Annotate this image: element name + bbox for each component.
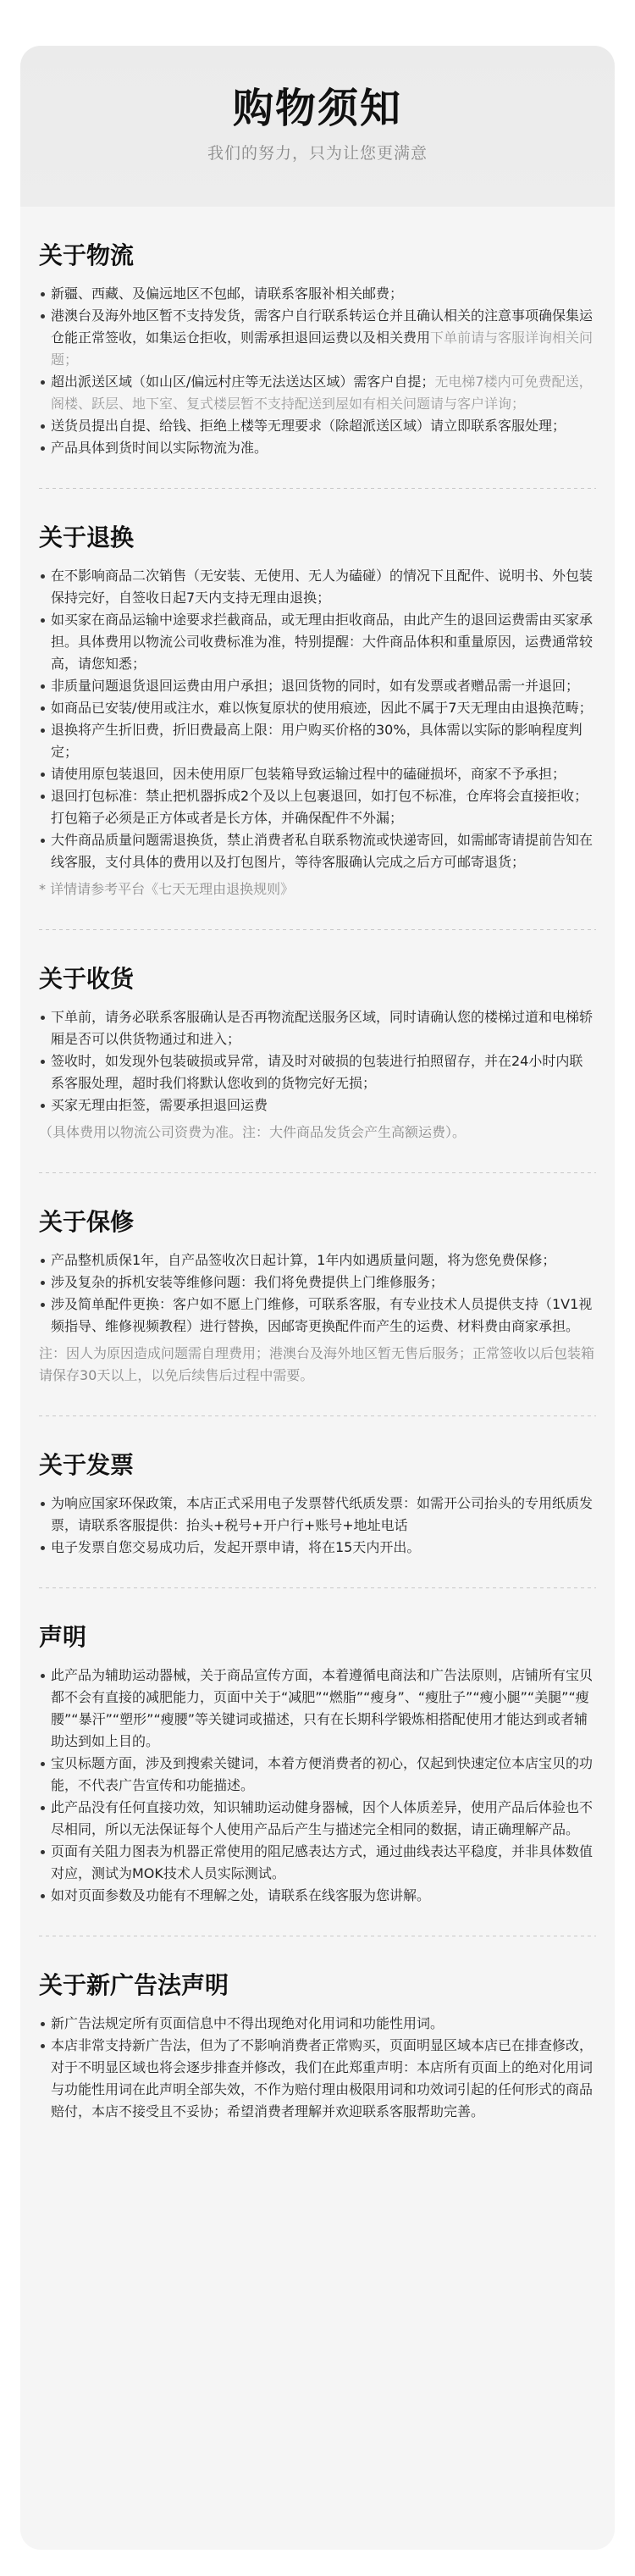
- bullet-item: [39, 675, 596, 697]
- bullet-text: 产品整机质保1年，自产品签收次日起计算，1年内如遇质量问题，将为您免费保修；: [51, 1252, 556, 1268]
- section-title: 关于新广告法声明: [39, 1971, 229, 1999]
- bullet-text: 涉及简单配件更换：客户如不愿上门维修，可联系客服，有专业技术人员提供支持（1V1视频指导、维修视频教程）进行替换，因邮寄更换配件而产生的运费、材料费由商家承担。: [51, 1296, 593, 1334]
- notice-content: [20, 207, 615, 2123]
- bullet-text: 请使用原包装退回，因未使用原厂包装箱导致运输过程中的磕碰损坏，商家不予承担；: [51, 766, 566, 782]
- section-title: 关于收货: [39, 965, 135, 993]
- bullet-text: 电子发票自您交易成功后，发起开票申请，将在15天内开出。: [51, 1539, 421, 1555]
- section-title: 关于发票: [39, 1451, 135, 1479]
- bullet-list: [39, 565, 596, 873]
- bullet-text: 非质量问题退货退回运费由用户承担；退回货物的同时，如有发票或者赠品需一并退回；: [51, 678, 580, 694]
- bullet-text: 签收时，如发现外包装破损或异常，请及时对破损的包装进行拍照留存，并在24小时内联系客服处理，超时我们将默认您收到的货物完好无损；: [51, 1053, 583, 1091]
- bullet-text: 超出派送区域（如山区/偏远村庄等无法送达区域）需客户自提；: [51, 374, 435, 390]
- bullet-item: [39, 1050, 596, 1094]
- section-note: * 详情请参考平台《七天无理由退换规则》: [39, 881, 295, 897]
- bullet-item: [39, 305, 596, 371]
- bullet-item: [39, 1094, 596, 1116]
- bullet-text: 如商品已安装/使用或注水，难以恢复原状的使用痕迹，因此不属于7天无理由由退换范畴；: [51, 700, 593, 716]
- section-warranty: [39, 1173, 596, 1416]
- section-receiving: [39, 930, 596, 1173]
- bullet-item: [39, 1294, 596, 1338]
- bullet-item: [39, 609, 596, 675]
- bullet-item: [39, 437, 596, 459]
- bullet-text: 本店非常支持新广告法，但为了不影响消费者正常购买，页面明显区域本店已在排查修改，对于不明显区域也将会逐步排查并修改，我们在此郑重声明：本店所有页面上的绝对化用词与功能性用词在此声明全部失效，不作为赔付理由极限用词和功效词引起的任何形式的商品赔付，本店不接受且不妥协；希望消费者理解并欢迎联系客服帮助完善。: [51, 2037, 594, 2119]
- bullet-text: 港澳台及海外地区暂不支持发货，需客户自行联系转运仓并且确认相关的注意事项确保集运仓能正常签收，如集运仓拒收，则需承担退回运费以及相关费用: [51, 307, 594, 346]
- section-title: 关于退换: [39, 524, 135, 551]
- bullet-subtext: 无电梯7楼内可免费配送，阁楼、跃层、地下室、复式楼层暂不支持配送到屋如有相关问题请与客户详询；: [51, 374, 593, 412]
- section-note: （具体费用以物流公司资费为准。注：大件商品发货会产生高额运费）。: [39, 1124, 467, 1140]
- section-title: 关于保修: [39, 1208, 135, 1236]
- section-statement: [39, 1588, 596, 1936]
- bullet-text: 退回打包标准：禁止把机器拆成2个及以上包裹退回，如打包不标准，仓库将会直接拒收；打包箱子必须是正方体或者是长方体，并确保配件不外漏；: [51, 788, 588, 826]
- bullet-item: [39, 697, 596, 719]
- header-banner: [20, 46, 615, 207]
- bullet-item: [39, 1493, 596, 1537]
- section-title: 声明: [39, 1623, 87, 1651]
- section-note: 注：因人为原因造成问题需自理费用；港澳台及海外地区暂无售后服务；正常签收以后包装箱请保存30天以上，以免后续售后过程中需要。: [39, 1345, 595, 1383]
- bullet-text: 产品具体到货时间以实际物流为准。: [51, 440, 268, 456]
- bullet-item: [39, 1885, 596, 1907]
- bullet-item: [39, 763, 596, 785]
- bullet-text: 如对页面参数及功能有不理解之处，请联系在线客服为您讲解。: [51, 1887, 431, 1903]
- page-title: 购物须知: [232, 85, 402, 132]
- bullet-text: 此产品为辅助运动器械，关于商品宣传方面，本着遵循电商法和广告法原则，店铺所有宝贝都不会有直接的减肥能力，页面中关于“减肥”“燃脂”“瘦身”、“瘦肚子”“瘦小腿”“美腿”“瘦腰”“暴汗”“塑形”“瘦腰”等关键词或描述，只有在长期科学锻炼相搭配使用才能达到或者辅助达到如上目的。: [51, 1667, 594, 1749]
- bullet-item: [39, 565, 596, 609]
- bullet-item: [39, 1249, 596, 1271]
- section-logistics: [39, 207, 596, 489]
- bullet-list: [39, 2013, 596, 2123]
- bullet-item: [39, 1665, 596, 1753]
- bullet-text: 买家无理由拒签，需要承担退回运费: [51, 1097, 268, 1113]
- bullet-text: 送货员提出自提、给钱、拒绝上楼等无理要求（除超派送区域）请立即联系客服处理；: [51, 418, 566, 434]
- bullet-item: [39, 283, 596, 305]
- bullet-item: [39, 829, 596, 873]
- bullet-item: [39, 1271, 596, 1294]
- bullet-list: [39, 1006, 596, 1116]
- bullet-subtext: 下单前请与客服详询相关问题；: [51, 330, 594, 368]
- bullet-text: 页面有关阻力图表为机器正常使用的阻尼感表达方式，通过曲线表达平稳度，并非具体数值对应，测试为MOK技术人员实际测试。: [51, 1843, 594, 1881]
- bullet-item: [39, 1753, 596, 1797]
- bullet-item: [39, 1006, 596, 1050]
- bullet-list: [39, 283, 596, 459]
- bullet-item: [39, 415, 596, 437]
- bullet-text: 新广告法规定所有页面信息中不得出现绝对化用词和功能性用词。: [51, 2015, 444, 2031]
- bullet-item: [39, 2035, 596, 2123]
- bullet-item: [39, 371, 596, 415]
- section-title: 关于物流: [39, 241, 135, 269]
- section-invoice: [39, 1416, 596, 1588]
- page-subtitle: 我们的努力，只为让您更满意: [207, 144, 428, 163]
- bullet-text: 如买家在商品运输中途要求拦截商品，或无理由拒收商品，由此产生的退回运费需由买家承担。具体费用以物流公司收费标准为准，特别提醒：大件商品体积和重量原因，运费通常较高，请您知悉；: [51, 612, 594, 672]
- shopping-notice-card: [20, 46, 615, 2550]
- bullet-text: 此产品没有任何直接功效，知识辅助运动健身器械，因个人体质差异，使用产品后体验也不尽相同，所以无法保证每个人使用产品后产生与描述完全相同的数据，请正确理解产品。: [51, 1799, 594, 1837]
- bullet-list: [39, 1493, 596, 1559]
- bullet-list: [39, 1249, 596, 1338]
- bullet-text: 退换将产生折旧费，折旧费最高上限：用户购买价格的30%，具体需以实际的影响程度判定；: [51, 722, 583, 760]
- bullet-item: [39, 1537, 596, 1559]
- bullet-item: [39, 1841, 596, 1885]
- bullet-text: 大件商品质量问题需退换货，禁止消费者私自联系物流或快递寄回，如需邮寄请提前告知在线客服，支付具体的费用以及打包图片，等待客服确认完成之后方可邮寄退货；: [51, 832, 594, 870]
- bullet-text: 新疆、西藏、及偏远地区不包邮，请联系客服补相关邮费；: [51, 285, 404, 302]
- bullet-text: 下单前，请务必联系客服确认是否再物流配送服务区域，同时请确认您的楼梯过道和电梯轿厢是否可以供货物通过和进入；: [51, 1009, 594, 1047]
- section-returns: [39, 489, 596, 930]
- bullet-item: [39, 719, 596, 763]
- bullet-item: [39, 2013, 596, 2035]
- bullet-item: [39, 785, 596, 829]
- section-ad-law-statement: [39, 1936, 596, 2123]
- bullet-text: 在不影响商品二次销售（无安装、无使用、无人为磕碰）的情况下且配件、说明书、外包装保持完好，自签收日起7天内支持无理由退换；: [51, 568, 594, 606]
- bullet-text: 宝贝标题方面，涉及到搜索关键词，本着方便消费者的初心，仅起到快速定位本店宝贝的功能，不代表广告宣传和功能描述。: [51, 1755, 594, 1793]
- bullet-item: [39, 1797, 596, 1841]
- bullet-list: [39, 1665, 596, 1907]
- bullet-text: 为响应国家环保政策，本店正式采用电子发票替代纸质发票：如需开公司抬头的专用纸质发票，请联系客服提供：抬头+税号+开户行+账号+地址电话: [51, 1495, 594, 1533]
- bullet-text: 涉及复杂的拆机安装等维修问题：我们将免费提供上门维修服务；: [51, 1274, 444, 1290]
